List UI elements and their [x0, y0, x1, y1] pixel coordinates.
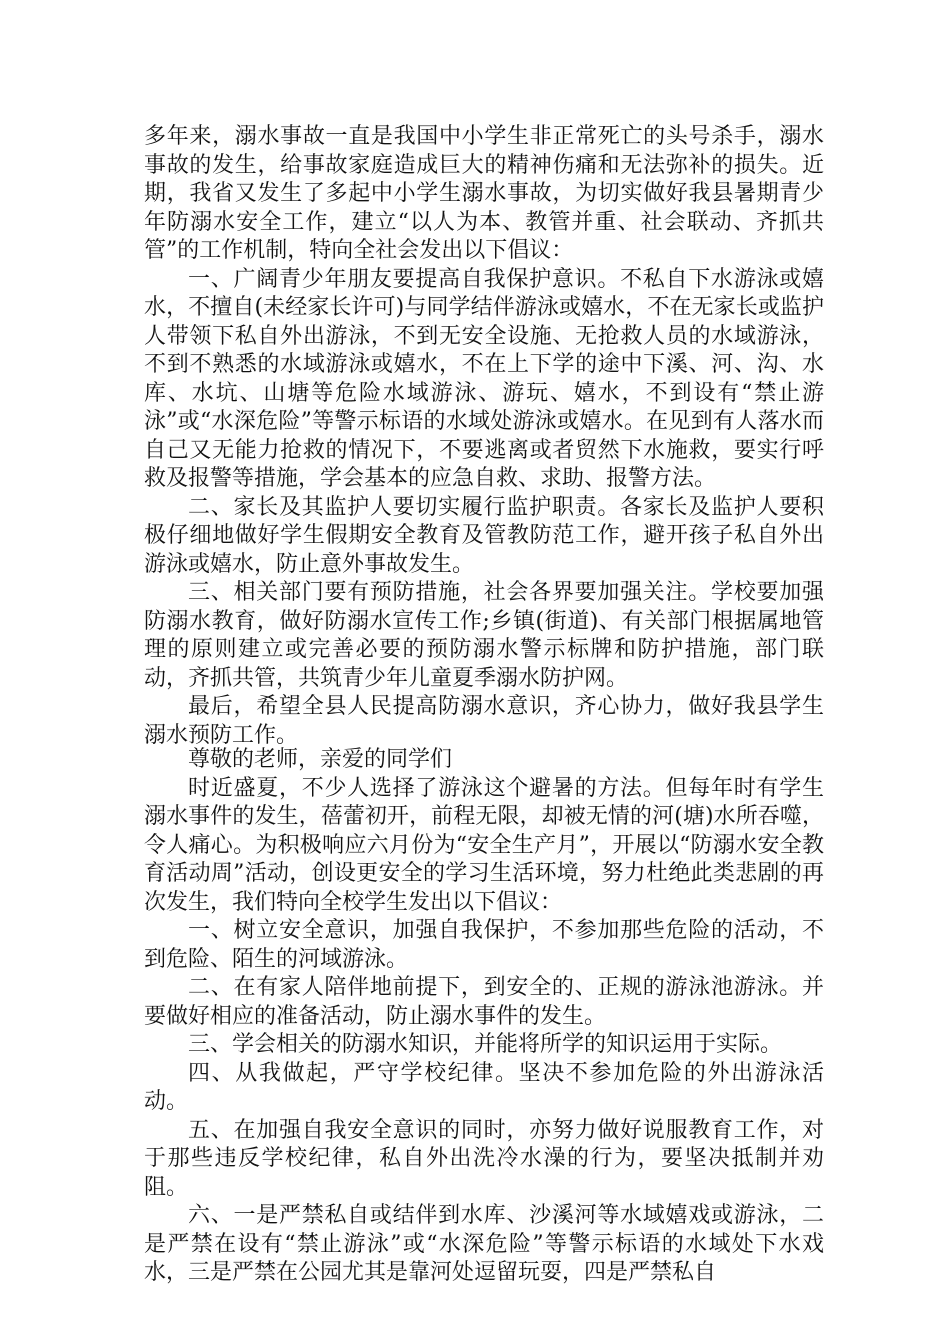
section2-intro-paragraph: 时近盛夏，不少人选择了游泳这个避暑的方法。但每年时有学生溺水事件的发生，蓓蕾初开，前程无限，却被无情的河(塘)水所吞噬，令人痛心。为积极响应六月份为“安全生产月”，开展以“防溺水安全教育活动周”活动，创设更安全的学习生活环境，努力杜绝此类悲剧的再次发生，我们特向全校学生发出以下倡议： [144, 775, 824, 915]
section1-intro-paragraph: 多年来，溺水事故一直是我国中小学生非正常死亡的头号杀手，溺水事故的发生，给事故家庭造成巨大的精神伤痛和无法弥补的损失。近期，我省又发生了多起中小学生溺水事故，为切实做好我县暑期青少年防溺水安全工作，建立“以人为本、教管并重、社会联动、齐抓共管”的工作机制，特向全社会发出以下倡议： [144, 124, 824, 263]
section1-item-2-paragraph: 二、家长及其监护人要切实履行监护职责。各家长及监护人要积极仔细地做好学生假期安全教育及管教防范工作，避开孩子私自外出游泳或嬉水，防止意外事故发生。 [144, 494, 824, 577]
drowning-prevention-proposal-school [144, 746, 824, 1288]
section2-item-3-paragraph: 三、学会相关的防溺水知识，并能将所学的知识运用于实际。 [188, 1032, 783, 1057]
section2-greeting: 尊敬的老师，亲爱的同学们 [188, 747, 453, 772]
section2-item-5-paragraph: 五、在加强自我安全意识的同时，亦努力做好说服教育工作，对于那些违反学校纪律，私自外出洗冷水澡的行为，要坚决抵制并劝阻。 [144, 1117, 824, 1200]
drowning-prevention-proposal-county [144, 123, 824, 750]
section2-item-1-paragraph: 一、树立安全意识，加强自我保护，不参加那些危险的活动，不到危险、陌生的河域游泳。 [144, 918, 824, 972]
section2-item-4-paragraph: 四、从我做起，严守学校纪律。坚决不参加危险的外出游泳活动。 [144, 1060, 824, 1114]
section2-item-6-paragraph: 六、一是严禁私自或结伴到水库、沙溪河等水域嬉戏或游泳，二是严禁在设有“禁止游泳”或“水深危险”等警示标语的水域处下水戏水，三是严禁在公园尤其是靠河处逗留玩耍，四是严禁私自 [144, 1203, 824, 1285]
section2-item-2-paragraph: 二、在有家人陪伴地前提下，到安全的、正规的游泳池游泳。并要做好相应的准备活动，防止溺水事件的发生。 [144, 975, 824, 1029]
section1-item-3-paragraph: 三、相关部门要有预防措施，社会各界要加强关注。学校要加强防溺水教育，做好防溺水宣传工作;乡镇(街道)、有关部门根据属地管理的原则建立或完善必要的预防溺水警示标牌和防护措施，部门联动，齐抓共管，共筑青少年儿童夏季溺水防护网。 [144, 580, 824, 691]
section1-closing-paragraph: 最后，希望全县人民提高防溺水意识，齐心协力，做好我县学生溺水预防工作。 [144, 694, 824, 748]
section1-item-1-paragraph: 一、广阔青少年朋友要提高自我保护意识。不私自下水游泳或嬉水，不擅自(未经家长许可)与同学结伴游泳或嬉水，不在无家长或监护人带领下私自外出游泳，不到无安全设施、无抢救人员的水域游泳，不到不熟悉的水域游泳或嬉水，不在上下学的途中下溪、河、沟、水库、水坑、山塘等危险水域游泳、游玩、嬉水，不到设有“禁止游泳”或“水深危险”等警示标语的水域处游泳或嬉水。在见到有人落水而自己又无能力抢救的情况下，不要逃离或者贸然下水施救，要实行呼救及报警等措施，学会基本的应急自救、求助、报警方法。 [144, 266, 824, 491]
